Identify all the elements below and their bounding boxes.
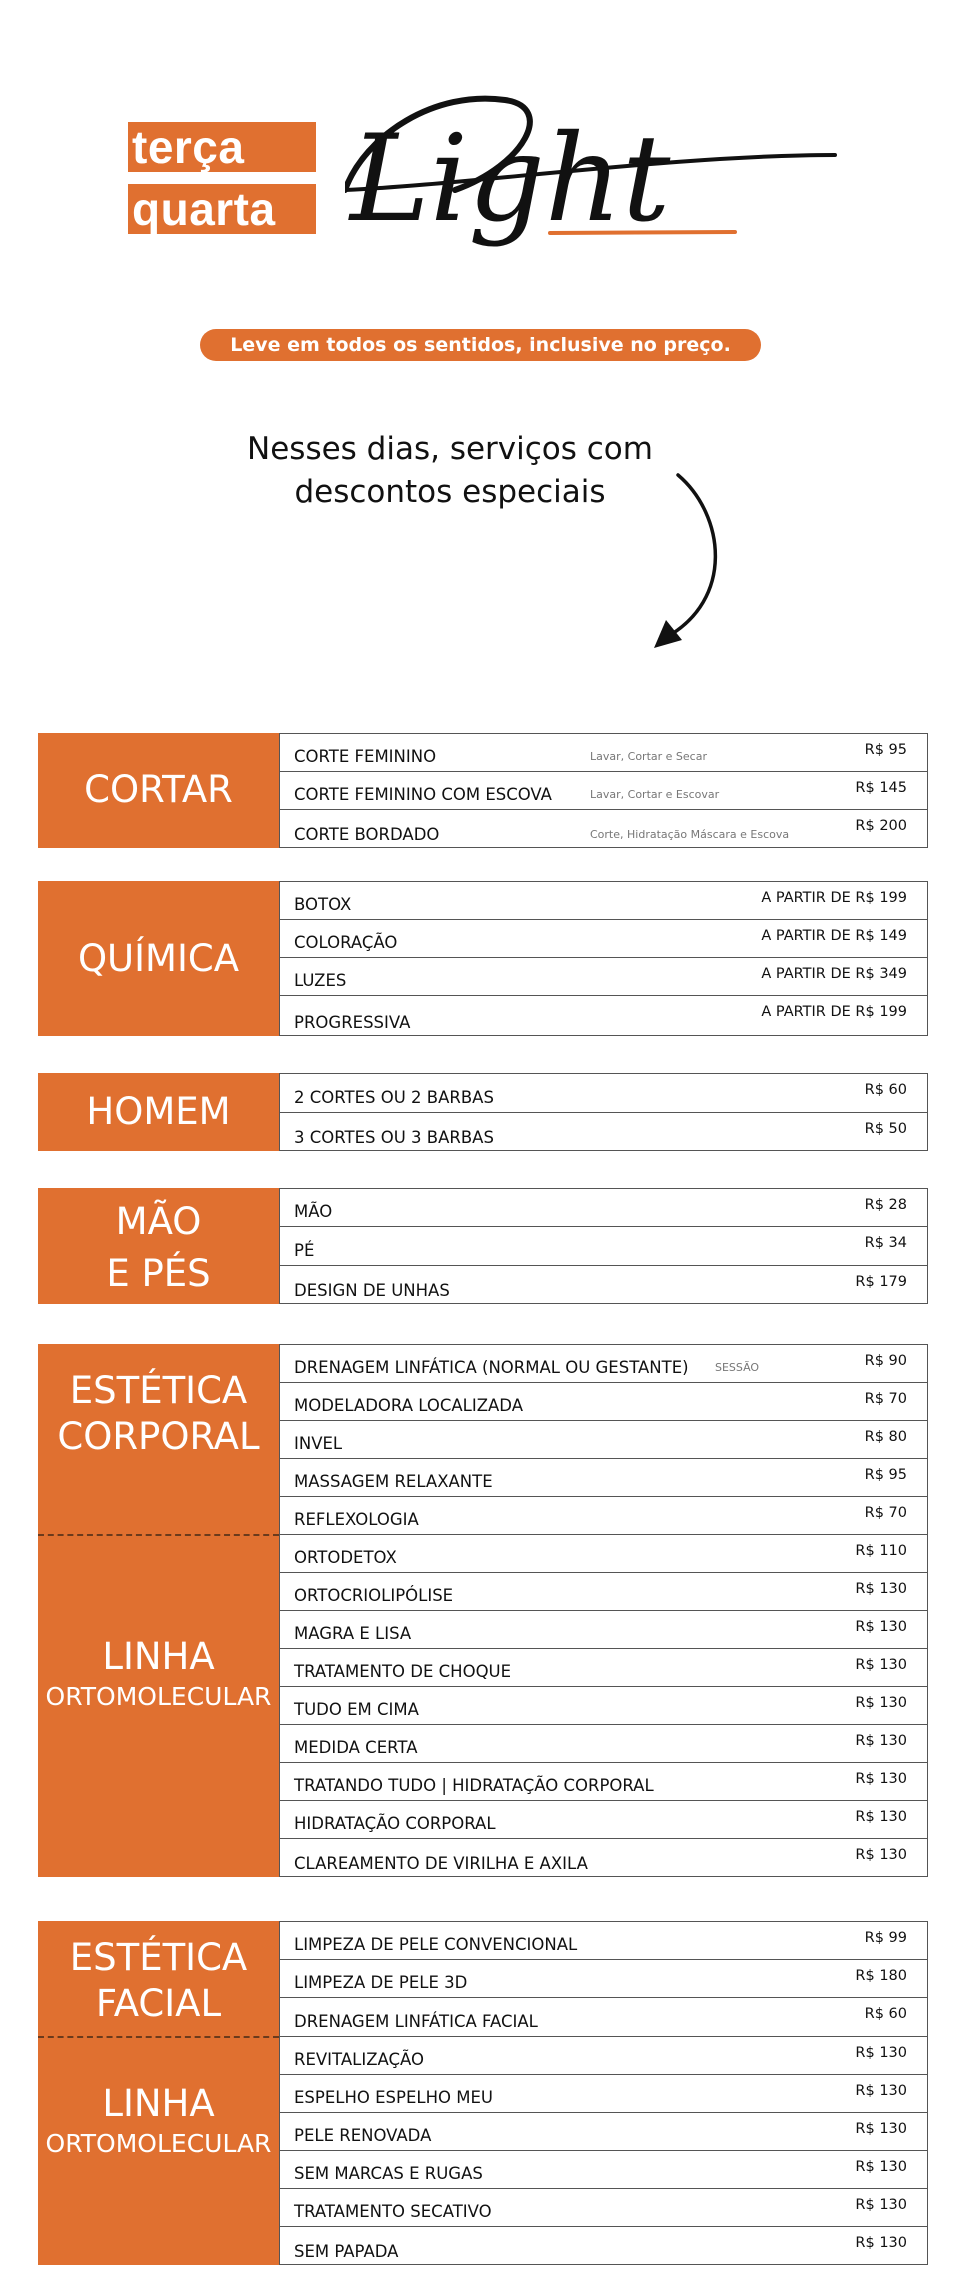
service-price: R$ 130 <box>855 2235 907 2251</box>
service-row <box>280 1960 927 1998</box>
category-label <box>38 1089 279 1135</box>
category-label <box>38 1368 279 1460</box>
service-row <box>280 2113 927 2151</box>
service-row <box>280 958 927 996</box>
service-name: 3 CORTES OU 3 BARBAS <box>294 1128 494 1147</box>
service-row <box>280 1687 927 1725</box>
category-title: QUÍMICA <box>77 937 240 980</box>
service-price: R$ 200 <box>855 818 907 834</box>
category-label <box>38 1935 279 2027</box>
service-price: R$ 95 <box>864 1467 907 1483</box>
service-note: Lavar, Cortar e Secar <box>590 750 707 763</box>
day-label-tuesday: terça <box>128 122 316 172</box>
day-label-wednesday: quarta <box>128 184 316 234</box>
section-cortar <box>38 733 928 848</box>
service-name: MEDIDA CERTA <box>294 1738 418 1757</box>
intro-text <box>180 428 720 514</box>
service-list <box>279 1921 928 2265</box>
service-price: R$ 80 <box>864 1429 907 1445</box>
service-name: COLORAÇÃO <box>294 933 398 952</box>
category-title: HOMEM <box>86 1090 231 1133</box>
service-name: LIMPEZA DE PELE 3D <box>294 1973 468 1992</box>
section-mao-e-pes <box>38 1188 928 1304</box>
service-price: R$ 180 <box>855 1968 907 1984</box>
service-price: A PARTIR DE R$ 149 <box>761 928 907 944</box>
service-name: LUZES <box>294 971 347 990</box>
service-name: PÉ <box>294 1241 315 1260</box>
service-price: R$ 130 <box>855 1657 907 1673</box>
service-list <box>279 733 928 848</box>
service-row <box>280 2189 927 2227</box>
service-name: MASSAGEM RELAXANTE <box>294 1472 493 1491</box>
service-row <box>280 1725 927 1763</box>
service-name: REFLEXOLOGIA <box>294 1510 419 1529</box>
service-row <box>280 734 927 772</box>
category-title-line-1: MÃO <box>115 1200 202 1243</box>
script-logo-light <box>345 95 845 295</box>
service-list <box>279 1188 928 1304</box>
service-row <box>280 882 927 920</box>
service-price: R$ 130 <box>855 2197 907 2213</box>
service-name: TRATAMENTO SECATIVO <box>294 2202 492 2221</box>
section-estetica-facial <box>38 1921 928 2265</box>
service-row <box>280 1227 927 1266</box>
service-price: R$ 28 <box>864 1197 907 1213</box>
category-title-line-1: ESTÉTICA <box>69 1936 248 1979</box>
dashed-divider <box>38 1534 279 1536</box>
service-name: MAGRA E LISA <box>294 1624 412 1643</box>
service-name: HIDRATAÇÃO CORPORAL <box>294 1814 496 1833</box>
service-note: Lavar, Cortar e Escovar <box>590 788 720 801</box>
category-title-line-2: FACIAL <box>95 1982 222 2025</box>
subcategory-title-line-1: LINHA <box>102 1635 215 1678</box>
service-note: SESSÃO <box>715 1361 760 1374</box>
service-name: TRATANDO TUDO | HIDRATAÇÃO CORPORAL <box>294 1776 654 1795</box>
subcategory-label <box>38 2081 279 2161</box>
service-price: R$ 130 <box>855 2159 907 2175</box>
service-name: BOTOX <box>294 895 352 914</box>
service-name: INVEL <box>294 1434 343 1453</box>
service-name: CORTE FEMININO COM ESCOVA <box>294 785 552 804</box>
service-row <box>280 2151 927 2189</box>
intro-line-1: Nesses dias, serviços com <box>247 431 653 467</box>
service-name: 2 CORTES OU 2 BARBAS <box>294 1088 494 1107</box>
service-row <box>280 1839 927 1878</box>
service-row <box>280 1573 927 1611</box>
service-price: R$ 60 <box>864 2006 907 2022</box>
service-price: R$ 130 <box>855 2045 907 2061</box>
service-note: Corte, Hidratação Máscara e Escova <box>590 828 790 841</box>
service-row <box>280 1649 927 1687</box>
service-price: R$ 90 <box>864 1353 907 1369</box>
service-name: SEM MARCAS E RUGAS <box>294 2164 483 2183</box>
category-label <box>38 1196 279 1300</box>
script-title-text: Light <box>350 110 671 249</box>
dashed-divider <box>38 2036 279 2038</box>
service-name: CORTE FEMININO <box>294 747 437 766</box>
service-row <box>280 1998 927 2037</box>
service-row <box>280 1421 927 1459</box>
service-row <box>280 1763 927 1801</box>
service-price: R$ 50 <box>864 1121 907 1137</box>
service-row <box>280 2227 927 2266</box>
service-row <box>280 810 927 849</box>
service-name: ORTOCRIOLIPÓLISE <box>294 1586 454 1605</box>
service-price: A PARTIR DE R$ 349 <box>761 966 907 982</box>
service-name: LIMPEZA DE PELE CONVENCIONAL <box>294 1935 578 1954</box>
service-price: R$ 130 <box>855 1733 907 1749</box>
service-name: DRENAGEM LINFÁTICA FACIAL <box>294 2012 538 2031</box>
service-price: R$ 99 <box>864 1930 907 1946</box>
service-price: R$ 130 <box>855 1847 907 1863</box>
service-price: R$ 130 <box>855 2083 907 2099</box>
category-title: CORTAR <box>84 768 233 811</box>
service-row <box>280 1922 927 1960</box>
service-name: PROGRESSIVA <box>294 1013 411 1032</box>
category-title-line-1: ESTÉTICA <box>69 1369 248 1412</box>
category-title-line-2: E PÉS <box>106 1252 211 1295</box>
service-price: R$ 34 <box>864 1235 907 1251</box>
category-label <box>38 767 279 813</box>
service-row <box>280 772 927 810</box>
service-price: R$ 130 <box>855 1581 907 1597</box>
service-row <box>280 1801 927 1839</box>
section-estetica-corporal <box>38 1344 928 1877</box>
service-row <box>280 1459 927 1497</box>
section-homem <box>38 1073 928 1151</box>
service-list <box>279 881 928 1036</box>
service-price: R$ 110 <box>855 1543 907 1559</box>
category-label <box>38 936 279 982</box>
service-price: R$ 60 <box>864 1082 907 1098</box>
service-name: MÃO <box>294 1202 333 1221</box>
service-list <box>279 1073 928 1151</box>
category-title-line-2: CORPORAL <box>57 1415 260 1458</box>
service-row <box>280 1266 927 1305</box>
service-row <box>280 996 927 1037</box>
service-price: R$ 130 <box>855 1619 907 1635</box>
service-row <box>280 1535 927 1573</box>
category-panel <box>38 881 279 1036</box>
service-name: DRENAGEM LINFÁTICA (NORMAL OU GESTANTE) <box>294 1358 689 1377</box>
service-price: R$ 145 <box>855 780 907 796</box>
service-price: R$ 95 <box>864 742 907 758</box>
service-name: CLAREAMENTO DE VIRILHA E AXILA <box>294 1854 588 1873</box>
subcategory-label <box>38 1634 279 1714</box>
subcategory-title-line-1: LINHA <box>102 2082 215 2125</box>
service-price: R$ 70 <box>864 1391 907 1407</box>
category-panel <box>38 1921 279 2265</box>
service-name: REVITALIZAÇÃO <box>294 2050 424 2069</box>
category-panel <box>38 1188 279 1304</box>
service-name: ESPELHO ESPELHO MEU <box>294 2088 493 2107</box>
intro-line-2: descontos especiais <box>294 474 606 510</box>
subcategory-title-line-2: ORTOMOLECULAR <box>45 2129 272 2158</box>
service-price: R$ 179 <box>855 1274 907 1290</box>
service-row <box>280 1113 927 1152</box>
service-price: R$ 130 <box>855 1809 907 1825</box>
service-price: R$ 70 <box>864 1505 907 1521</box>
service-name: CORTE BORDADO <box>294 825 440 844</box>
service-price: R$ 130 <box>855 2121 907 2137</box>
service-name: TUDO EM CIMA <box>294 1700 419 1719</box>
service-price: A PARTIR DE R$ 199 <box>761 890 907 906</box>
service-price: A PARTIR DE R$ 199 <box>761 1004 907 1020</box>
service-row <box>280 1497 927 1535</box>
category-panel <box>38 733 279 848</box>
service-row <box>280 1345 927 1383</box>
subcategory-title-line-2: ORTOMOLECULAR <box>45 1682 272 1711</box>
category-panel <box>38 1073 279 1151</box>
service-row <box>280 1383 927 1421</box>
service-name: DESIGN DE UNHAS <box>294 1281 450 1300</box>
curved-arrow-down-icon <box>640 470 730 655</box>
service-price: R$ 130 <box>855 1771 907 1787</box>
service-row <box>280 920 927 958</box>
service-row <box>280 1074 927 1113</box>
service-row <box>280 2037 927 2075</box>
service-name: PELE RENOVADA <box>294 2126 432 2145</box>
service-name: MODELADORA LOCALIZADA <box>294 1396 523 1415</box>
service-row <box>280 1189 927 1227</box>
service-row <box>280 2075 927 2113</box>
service-price: R$ 130 <box>855 1695 907 1711</box>
service-row <box>280 1611 927 1649</box>
tagline-pill: Leve em todos os sentidos, inclusive no preço. <box>200 329 761 361</box>
service-list <box>279 1344 928 1877</box>
service-name: TRATAMENTO DE CHOQUE <box>294 1662 512 1681</box>
service-name: ORTODETOX <box>294 1548 397 1567</box>
category-panel <box>38 1344 279 1877</box>
section-quimica <box>38 881 928 1036</box>
service-name: SEM PAPADA <box>294 2242 399 2261</box>
